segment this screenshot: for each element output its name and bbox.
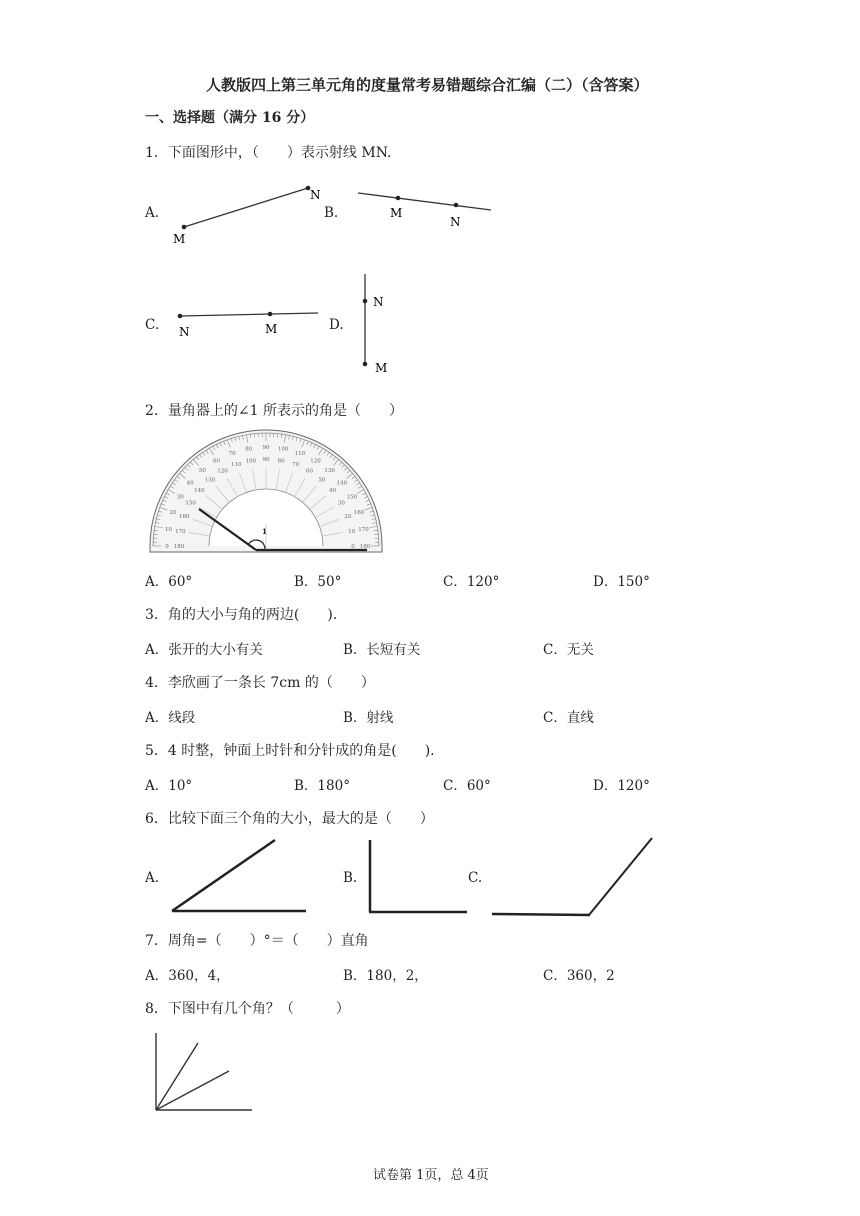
protractor-inner-label: 120 — [217, 468, 228, 475]
protractor-inner-label: 160 — [178, 514, 190, 521]
label-n: N — [179, 325, 190, 339]
protractor-outer-label: 100 — [277, 446, 289, 453]
q2-option-b: B．50° — [294, 574, 342, 590]
q8-figure — [148, 1028, 258, 1118]
protractor-outer-label: 70 — [228, 450, 236, 457]
q1-option-c: C. — [145, 317, 160, 333]
question-1-stem: 1．下面图形中，（ ）表示射线 MN. — [145, 145, 392, 161]
q1-figure-a — [165, 180, 325, 250]
q2-option-a: A．60° — [145, 574, 193, 590]
q1-figure-c — [170, 303, 330, 348]
protractor-outer-label: 80 — [245, 446, 253, 453]
protractor-outer-label: 180 — [359, 544, 371, 550]
q5-option-a: A．10° — [145, 778, 193, 794]
q3-option-c: C．无关 — [543, 642, 594, 658]
protractor-outer-label: 120 — [310, 458, 321, 465]
protractor-outer-label: 90 — [262, 445, 270, 451]
protractor-inner-label: 30 — [337, 500, 345, 507]
protractor-inner-label: 0 — [351, 544, 355, 550]
protractor-outer-label: 130 — [324, 468, 335, 475]
protractor-inner-label: 100 — [245, 458, 257, 465]
label-n: N — [310, 188, 321, 202]
q7-option-c: C．360，2 — [543, 968, 615, 984]
question-2-stem: 2．量角器上的∠1 所表示的角是（ ） — [145, 403, 403, 419]
question-4-stem: 4．李欣画了一条长 7cm 的（ ） — [145, 675, 375, 691]
q4-option-b: B．射线 — [343, 710, 394, 726]
protractor-outer-label: 110 — [294, 450, 306, 457]
protractor-outer-label: 0 — [165, 544, 169, 550]
q1-option-b: B. — [324, 205, 339, 221]
protractor-inner-label: 60 — [306, 468, 313, 475]
protractor-inner-label: 20 — [344, 514, 352, 521]
q6-angle-c — [488, 832, 658, 922]
q5-option-b: B．180° — [294, 778, 350, 794]
q1-option-d: D. — [329, 317, 344, 333]
section-heading: 一、选择题（满分 16 分） — [145, 110, 315, 126]
q1-figure-b — [350, 185, 500, 235]
q6-angle-a — [165, 835, 315, 920]
page-footer: 试卷第 1页，总 4页 — [373, 1168, 489, 1183]
protractor-outer-label: 20 — [169, 510, 177, 517]
question-8-stem: 8．下图中有几个角？（ ） — [145, 1001, 350, 1017]
q6-option-a: A. — [145, 870, 160, 886]
q6-option-c: C. — [468, 870, 483, 886]
protractor-inner-label: 40 — [329, 488, 337, 495]
protractor-inner-label: 70 — [292, 462, 300, 469]
protractor-inner-label: 50 — [318, 477, 326, 484]
protractor-inner-label: 80 — [277, 458, 285, 465]
protractor-inner-label: 150 — [185, 500, 196, 507]
protractor-inner-label: 180 — [173, 544, 185, 550]
protractor-inner-label: 140 — [194, 488, 205, 495]
q7-option-a: A．360，4， — [145, 968, 230, 984]
page-title: 人教版四上第三单元角的度量常考易错题综合汇编（二）（含答案） — [206, 76, 649, 94]
protractor-figure — [145, 428, 385, 558]
protractor-outer-label: 50 — [198, 468, 206, 475]
q3-option-a: A．张开的大小有关 — [145, 642, 263, 658]
protractor-outer-label: 160 — [353, 510, 365, 517]
label-m: M — [390, 206, 403, 220]
protractor-outer-label: 30 — [176, 494, 184, 501]
label-m: M — [265, 322, 278, 336]
protractor-outer-label: 10 — [165, 526, 173, 533]
question-7-stem: 7．周角=（ ）°＝（ ）直角 — [145, 933, 369, 949]
protractor-outer-label: 170 — [358, 526, 369, 533]
question-5-stem: 5．4 时整，钟面上时针和分针成的角是( ). — [145, 743, 435, 759]
q5-option-c: C．60° — [443, 778, 491, 794]
protractor-outer-label: 40 — [186, 480, 194, 487]
protractor-outer-label: 150 — [346, 494, 357, 501]
label-n: N — [373, 295, 384, 309]
q2-option-d: D．150° — [593, 574, 650, 590]
question-3-stem: 3．角的大小与角的两边( ). — [145, 607, 338, 623]
q1-figure-d — [355, 270, 395, 380]
q4-option-a: A．线段 — [145, 710, 196, 726]
angle-1-label: 1 — [262, 527, 267, 536]
protractor-outer-label: 140 — [336, 480, 348, 487]
q7-option-b: B．180，2， — [343, 968, 428, 984]
protractor-outer-label: 60 — [213, 458, 220, 465]
protractor-inner-label: 130 — [204, 477, 216, 484]
q2-option-c: C．120° — [443, 574, 500, 590]
q5-option-d: D．120° — [593, 778, 650, 794]
q3-option-b: B．长短有关 — [343, 642, 421, 658]
q6-option-b: B. — [343, 870, 358, 886]
q1-option-a: A. — [145, 205, 160, 221]
q6-angle-b — [362, 835, 472, 920]
label-n: N — [450, 215, 461, 229]
protractor-inner-label: 170 — [175, 528, 186, 535]
protractor-inner-label: 10 — [348, 528, 356, 535]
protractor-inner-label: 90 — [262, 457, 270, 463]
label-m: M — [375, 361, 388, 375]
q4-option-c: C．直线 — [543, 710, 594, 726]
protractor-inner-label: 110 — [230, 462, 242, 469]
label-m: M — [173, 232, 186, 246]
question-6-stem: 6．比较下面三个角的大小，最大的是（ ） — [145, 811, 434, 827]
